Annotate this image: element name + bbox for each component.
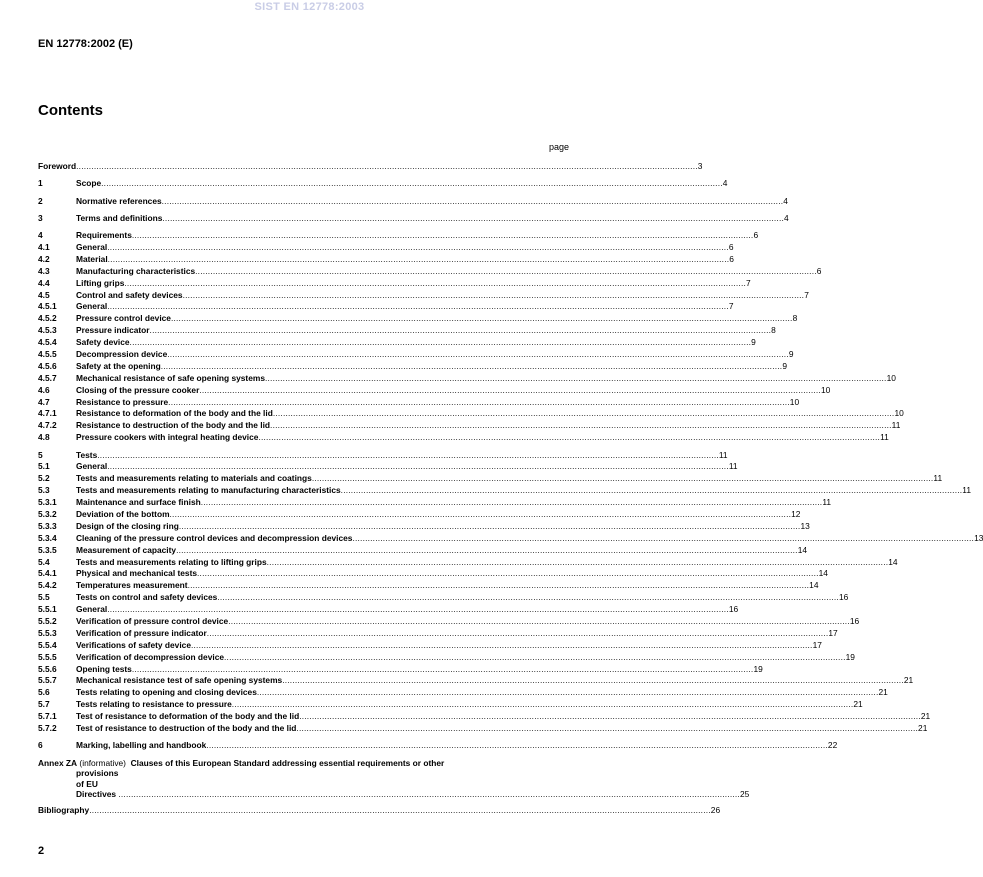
toc-section-number: 4.3 <box>38 265 50 276</box>
dot-leader <box>197 568 819 580</box>
dot-leader <box>191 640 813 652</box>
toc-entry-title: Opening tests <box>76 663 132 674</box>
toc-entry-title: Closing of the pressure cooker <box>76 384 200 395</box>
toc-section-number: 5.3 <box>38 485 50 496</box>
toc-page-number: 6 <box>753 230 759 241</box>
toc-entry-title: Normative references <box>76 195 162 206</box>
dot-leader <box>183 290 805 302</box>
toc-entry[interactable] <box>38 616 860 628</box>
watermark: SIST EN 12778:2003 <box>254 1 365 13</box>
dot-leader <box>162 196 784 208</box>
dot-leader <box>258 432 880 444</box>
toc-section-number: 5.4 <box>38 556 50 567</box>
toc-entry[interactable] <box>38 178 728 190</box>
toc-entry-bibliography[interactable] <box>38 804 721 817</box>
toc-page-number: 8 <box>771 325 776 336</box>
toc-section-number: 5.3.5 <box>38 544 57 555</box>
dot-leader <box>199 385 821 397</box>
toc-entry-title: Test of resistance to destruction of the body and the lid <box>76 723 297 734</box>
toc-entry[interactable] <box>38 473 943 485</box>
toc-entry-title: Pressure cookers with integral heating device <box>76 432 259 443</box>
toc-entry-title: Design of the closing ring <box>76 520 179 531</box>
annex-title-line1: Clauses of this European Standard addressing essential requirements or other <box>130 757 445 768</box>
toc-entry-title: Cleaning of the pressure control devices and decompression devices <box>76 532 353 543</box>
toc-page-number: 8 <box>792 313 798 324</box>
toc-page-number: 11 <box>933 473 943 484</box>
toc-entry-title: Tests on control and safety devices <box>76 592 218 603</box>
toc-page-number: 14 <box>809 580 819 591</box>
toc-entry[interactable] <box>38 277 751 290</box>
toc-entry-title: Lifting grips <box>76 277 125 288</box>
toc-page-number: 25 <box>739 789 750 800</box>
dot-leader <box>97 450 719 462</box>
toc-section-number: 5.3.2 <box>38 508 57 519</box>
toc-entry-title: Scope <box>76 178 102 189</box>
toc-entry-title: Resistance to destruction of the body and the lid <box>76 420 271 431</box>
toc-page-number: 4 <box>783 195 788 206</box>
toc-page-number: 10 <box>894 408 904 419</box>
toc-section-number: 4.5.5 <box>38 349 57 360</box>
toc-page-number: 7 <box>746 277 751 288</box>
dot-leader <box>201 497 823 509</box>
dot-leader <box>232 699 854 711</box>
annex-title-line2: provisions of EU Directives <box>76 768 119 800</box>
toc-entry-title: Verification of decompression device <box>76 651 225 662</box>
toc-page-number: 19 <box>845 651 855 662</box>
toc-entry[interactable] <box>38 740 838 752</box>
toc-entry[interactable] <box>38 253 734 266</box>
toc-entry-title: Requirements <box>76 230 132 241</box>
toc-entry[interactable] <box>38 372 896 385</box>
toc-entry[interactable] <box>38 485 971 497</box>
toc-entry-title: Safety device <box>76 337 130 348</box>
toc-section-number: 3 <box>38 212 43 223</box>
toc-entry[interactable] <box>38 544 808 557</box>
toc-section-number: 5.1 <box>38 461 50 472</box>
dot-leader <box>76 161 698 173</box>
toc-page-number: 3 <box>697 160 703 171</box>
toc-section-number: 5.5.1 <box>38 604 57 615</box>
toc-section-number: 5.5 <box>38 592 50 603</box>
toc-entry[interactable] <box>38 212 789 225</box>
dot-leader <box>167 349 789 361</box>
toc-entry[interactable] <box>38 556 898 569</box>
dot-leader <box>107 301 729 313</box>
toc-page-number: 9 <box>782 360 787 371</box>
toc-entry[interactable] <box>38 723 928 735</box>
toc-entry[interactable] <box>38 592 849 604</box>
toc-section-number: 5.5.4 <box>38 639 57 650</box>
toc-entry[interactable] <box>38 711 931 723</box>
toc-page-number: 11 <box>822 497 832 508</box>
toc-entry-title: Tests and measurements relating to materials and coatings <box>76 473 312 484</box>
toc-section-number: 5.5.6 <box>38 663 57 674</box>
toc-page-number: 11 <box>880 432 889 443</box>
toc-page-number: 10 <box>820 384 831 395</box>
toc-entry[interactable] <box>38 520 810 533</box>
toc-entry-title: Deviation of the bottom <box>76 508 170 519</box>
toc-page-number: 4 <box>784 212 789 223</box>
dot-leader <box>257 687 879 699</box>
toc-page-number: 9 <box>751 337 756 348</box>
toc-entries <box>38 160 983 752</box>
toc-section-number: 5.4.2 <box>38 580 57 591</box>
toc-section-number: 5.4.1 <box>38 568 57 579</box>
toc-page-number: 14 <box>797 544 808 555</box>
annex-note: (informative) <box>79 757 126 768</box>
toc-page-number: 7 <box>804 289 809 300</box>
dot-leader <box>150 325 772 337</box>
toc-entry[interactable] <box>38 627 838 640</box>
toc-page-number: 10 <box>886 372 896 383</box>
toc-entry[interactable] <box>38 325 776 337</box>
toc-page-number: 13 <box>800 520 810 531</box>
toc-section-number: 4.5 <box>38 289 50 300</box>
toc-entry-title: Verification of pressure indicator <box>76 627 207 638</box>
toc-entry-title: Terms and definitions <box>76 212 163 223</box>
toc-page-number: 13 <box>974 532 983 543</box>
toc-entry-title: Tests <box>76 449 98 460</box>
toc-section-number: 5.3.1 <box>38 497 57 508</box>
dot-leader <box>265 373 887 385</box>
toc-entry-title: Tests relating to resistance to pressure <box>76 699 232 710</box>
dot-leader <box>171 313 793 325</box>
toc-entry[interactable] <box>38 497 832 509</box>
toc-page-number: 16 <box>849 616 860 626</box>
dot-leader <box>296 723 918 735</box>
toc-entry[interactable] <box>38 639 822 652</box>
toc-section-number: 4.7.1 <box>38 408 57 419</box>
annex-label: Annex ZA <box>38 757 78 768</box>
toc-entry[interactable] <box>38 532 983 545</box>
toc-entry[interactable] <box>38 313 798 325</box>
toc-page-number: 6 <box>816 265 822 276</box>
dot-leader <box>132 230 754 242</box>
toc-section-number: 4.4 <box>38 277 50 288</box>
toc-entry[interactable] <box>38 337 756 349</box>
toc-entry[interactable] <box>38 160 703 173</box>
toc-section-number: 5.5.3 <box>38 627 57 638</box>
toc-entry[interactable] <box>38 432 889 444</box>
toc-section-number: 5.5.5 <box>38 651 57 662</box>
toc-page-number: 14 <box>888 556 898 567</box>
dot-leader <box>270 420 892 432</box>
toc-page-number: 11 <box>728 461 738 472</box>
dot-leader <box>188 580 810 592</box>
toc-section-number: 2 <box>38 195 43 206</box>
toc-entry[interactable] <box>38 384 831 397</box>
toc-entry[interactable] <box>38 360 787 373</box>
dot-leader <box>179 521 801 533</box>
toc-page-number: 12 <box>791 508 801 519</box>
toc-page-number: 21 <box>903 675 914 686</box>
toc-entry[interactable] <box>38 508 801 521</box>
toc-section-number: 5.7 <box>38 699 50 710</box>
toc-entry[interactable] <box>38 420 901 432</box>
toc-entry-title: Resistance to pressure <box>76 396 169 407</box>
toc-entry[interactable] <box>38 408 904 420</box>
toc-entry-annex-za[interactable] <box>38 758 569 769</box>
toc-page-number: 11 <box>718 449 728 460</box>
toc-entry-annex-za-continued[interactable] <box>38 768 750 800</box>
toc-section-number: 5.5.7 <box>38 675 57 686</box>
toc-section-number: 4.6 <box>38 384 50 395</box>
dot-leader <box>161 361 783 373</box>
toc-entry-title: Tests relating to opening and closing devices <box>76 687 257 698</box>
dot-leader <box>282 675 904 687</box>
toc-entry-title: Verifications of safety device <box>76 639 191 650</box>
toc-entry[interactable] <box>38 230 759 242</box>
dot-leader <box>228 616 850 628</box>
toc-entry-title: General <box>76 604 108 615</box>
toc-section-number: 4.7.2 <box>38 420 57 431</box>
toc-section-number: 4.5.2 <box>38 313 57 324</box>
dot-leader <box>170 509 792 521</box>
toc-entry[interactable] <box>38 349 794 361</box>
toc-page-number: 14 <box>818 568 828 579</box>
toc-entry[interactable] <box>38 265 822 278</box>
toc-section-number: 6 <box>38 740 43 751</box>
toc-page-number: 4 <box>722 178 728 189</box>
toc-section-number: 5.3.3 <box>38 520 57 531</box>
toc-entry-title: Tests and measurements relating to lifting grips <box>76 556 267 567</box>
toc-section-number: 4 <box>38 230 43 241</box>
toc-entry-title: Control and safety devices <box>76 289 183 300</box>
toc-entry[interactable] <box>38 242 734 254</box>
toc-section-number: 4.5.3 <box>38 325 57 336</box>
dot-leader <box>101 178 723 190</box>
dot-leader <box>118 789 740 800</box>
toc-entry-title: Pressure control device <box>76 313 171 324</box>
dot-leader <box>195 266 817 278</box>
dot-leader <box>130 337 752 349</box>
dot-leader <box>107 604 729 616</box>
toc-entry-title: Foreword <box>38 160 77 171</box>
page-column-label: page <box>548 142 569 152</box>
toc-section-number: 4.7 <box>38 396 50 407</box>
toc-section-number: 5.7.2 <box>38 723 57 734</box>
toc-entry[interactable] <box>38 289 809 302</box>
toc-entry-title: Mechanical resistance test of safe opening systems <box>76 675 283 686</box>
toc-page-number: 19 <box>753 663 763 674</box>
dot-leader <box>89 805 711 817</box>
toc-entry-title: Temperatures measurement <box>76 580 188 591</box>
toc-section-number: 5.7.1 <box>38 711 57 722</box>
dot-leader <box>273 408 895 420</box>
toc-section-number: 4.8 <box>38 432 50 443</box>
toc-page-number: 21 <box>918 723 928 734</box>
dot-leader <box>207 628 829 640</box>
page-number: 2 <box>38 845 45 857</box>
toc-page-number: 16 <box>838 592 849 603</box>
toc-section-number: 1 <box>38 178 43 189</box>
toc-page-number: 7 <box>728 301 734 312</box>
dot-leader <box>124 278 746 290</box>
dot-leader <box>132 664 754 676</box>
toc-entry[interactable] <box>38 651 855 664</box>
toc-entry-title: Physical and mechanical tests <box>76 568 198 579</box>
toc-entry-title: Bibliography <box>38 804 90 815</box>
dot-leader <box>217 592 839 604</box>
toc-page-number: 17 <box>828 627 838 638</box>
toc-page-number: 10 <box>789 396 800 407</box>
toc-entry-title: General <box>76 242 108 252</box>
toc-page-number: 21 <box>878 687 888 698</box>
page-title: Contents <box>38 102 103 119</box>
toc-page-number: 21 <box>920 711 931 722</box>
dot-leader <box>108 254 730 266</box>
toc-section-number: 5.6 <box>38 687 50 698</box>
dot-leader <box>162 213 784 225</box>
document-id: EN 12778:2002 (E) <box>38 38 133 50</box>
toc-page-number: 26 <box>710 804 721 815</box>
toc-entry[interactable] <box>38 301 734 313</box>
toc-section-number: 4.5.6 <box>38 360 57 371</box>
toc-entry-title: Tests and measurements relating to manufacturing characteristics <box>76 485 341 496</box>
toc-section-number: 5.5.2 <box>38 616 57 626</box>
toc-section-number: 5.2 <box>38 473 50 484</box>
toc-section-number: 4.5.4 <box>38 337 57 348</box>
toc-entry-title: Decompression device <box>76 349 168 360</box>
toc-entry-title: Verification of pressure control device <box>76 616 229 626</box>
toc-entry[interactable] <box>38 699 863 711</box>
toc-section-number: 4.5.1 <box>38 301 57 312</box>
toc-page-number: 17 <box>812 639 822 650</box>
toc-page-number: 16 <box>728 604 739 615</box>
toc-page-number: 6 <box>728 242 734 252</box>
toc-entry-title: Measurement of capacity <box>76 544 177 555</box>
table-of-contents <box>38 160 983 817</box>
toc-entry[interactable] <box>38 195 788 208</box>
dot-leader <box>267 557 889 569</box>
toc-entry[interactable] <box>38 663 763 676</box>
toc-section-number: 4.2 <box>38 253 50 264</box>
dot-leader <box>206 740 828 752</box>
dot-leader <box>107 242 729 254</box>
dot-leader <box>312 473 934 485</box>
toc-entry-title: Manufacturing characteristics <box>76 265 196 276</box>
dot-leader <box>107 461 729 473</box>
toc-page-number: 11 <box>962 485 971 496</box>
toc-entry-title: Pressure indicator <box>76 325 150 336</box>
toc-entry-title: General <box>76 301 108 312</box>
toc-section-number: 5.3.4 <box>38 532 57 543</box>
toc-entry-title: Test of resistance to deformation of the body and the lid <box>76 711 300 722</box>
toc-entry-title: Material <box>76 253 108 264</box>
toc-section-number: 4.1 <box>38 242 50 252</box>
toc-page-number: 22 <box>827 740 838 751</box>
dot-leader <box>352 533 974 545</box>
toc-section-number: 5 <box>38 449 43 460</box>
toc-section-number: 4.5.7 <box>38 372 57 383</box>
toc-page-number: 6 <box>729 253 734 264</box>
toc-entry-title: Resistance to deformation of the body and the lid <box>76 408 273 419</box>
toc-entry[interactable] <box>38 604 739 616</box>
toc-entry[interactable] <box>38 675 914 687</box>
dot-leader <box>176 545 798 557</box>
toc-entry-title: General <box>76 461 108 472</box>
toc-entry-title: Marking, labelling and handbook <box>76 740 207 751</box>
dot-leader <box>168 397 790 409</box>
dot-leader <box>224 652 846 664</box>
toc-entry[interactable] <box>38 580 819 592</box>
toc-page-number: 21 <box>853 699 863 710</box>
toc-entry[interactable] <box>38 461 738 473</box>
toc-entry-title: Mechanical resistance of safe opening systems <box>76 372 265 383</box>
dot-leader <box>299 711 921 723</box>
dot-leader <box>341 485 963 497</box>
toc-entry[interactable] <box>38 396 800 409</box>
toc-entry-title: Safety at the opening <box>76 360 161 371</box>
toc-entry-title: Maintenance and surface finish <box>76 497 201 508</box>
toc-page-number: 9 <box>788 349 794 360</box>
toc-entry[interactable] <box>38 568 828 580</box>
toc-page-number: 11 <box>891 420 901 431</box>
toc-entry[interactable] <box>38 449 728 462</box>
toc-entry[interactable] <box>38 687 888 699</box>
